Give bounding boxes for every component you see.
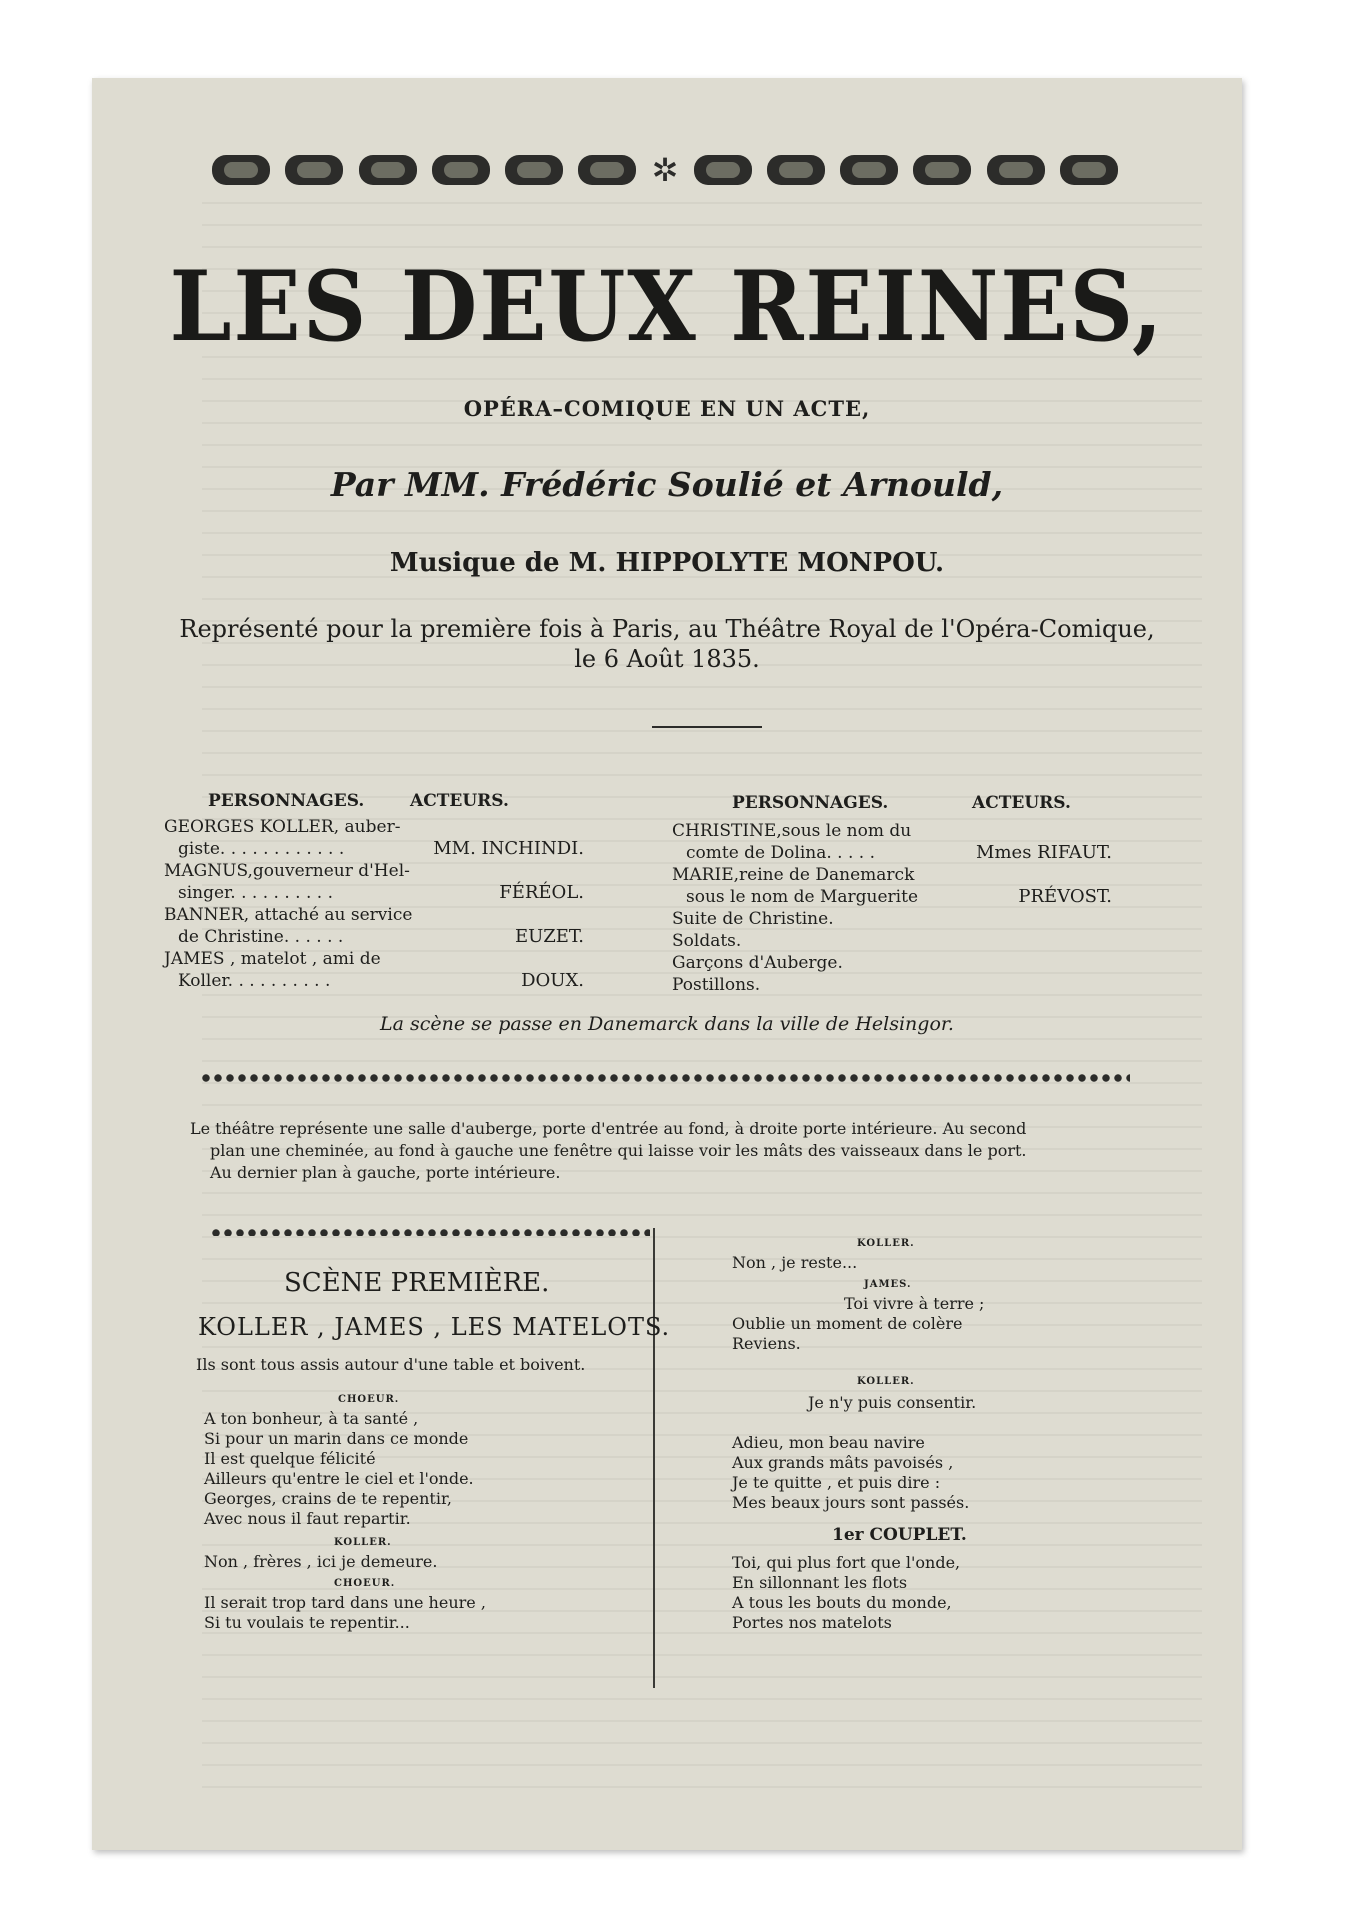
cast-entry: MAGNUS,gouverneur d'Hel- singer. . . . . . . . . . FÉRÉOL.: [164, 861, 584, 903]
right-column-verses: [732, 1238, 1112, 1633]
ornament-leaf: [1060, 155, 1118, 185]
top-ornament: [212, 150, 1118, 190]
authors-line: Par MM. Frédéric Soulié et Arnould,: [330, 465, 1004, 504]
setting-line: La scène se passe en Danemarck dans la ville de Helsingor.: [380, 1013, 954, 1035]
couplet-heading: 1er COUPLET.: [832, 1525, 967, 1545]
left-column-verses: [204, 1388, 624, 1633]
cast-entry: BANNER, attaché au service de Christine. . . . . . EUZET.: [164, 905, 584, 947]
actor-name: MM. INCHINDI.: [433, 838, 584, 859]
speaker-label: KOLLER.: [334, 1537, 392, 1548]
ornament-leaf: [432, 155, 490, 185]
cast-header-acteurs-left: ACTEURS.: [410, 791, 509, 811]
scene-characters: KOLLER , JAMES , LES MATELOTS.: [198, 1313, 671, 1341]
cast-entry: GEORGES KOLLER, auber- giste. . . . . . . . . . . . MM. INCHINDI.: [164, 817, 584, 859]
cast-entry: Suite de Christine.: [672, 909, 834, 929]
speaker-label: KOLLER.: [857, 1238, 915, 1249]
premiere-line-2: le 6 Août 1835.: [574, 645, 760, 673]
verse-line: Portes nos matelots: [732, 1613, 892, 1632]
actor-name: Mmes RIFAUT.: [976, 842, 1112, 863]
actor-name: EUZET.: [514, 926, 584, 947]
speaker-label: JAMES.: [864, 1279, 912, 1290]
verse-line: Toi, qui plus fort que l'onde,: [732, 1553, 961, 1572]
stage-direction: Le théâtre représente une salle d'auberge, porte d'entrée au fond, à droite porte intérieure. Au second plan une cheminée, au fond à gauche une fenêtre qui laisse voir les mâts des vaisseaux dans le port. Au dernier plan à gauche, porte intérieure.: [190, 1119, 1027, 1182]
cast-right-list: [672, 820, 1112, 996]
verse-line: Adieu, mon beau navire: [732, 1433, 925, 1452]
ornament-leaf: [505, 155, 563, 185]
verse-line: Je n'y puis consentir.: [808, 1393, 977, 1412]
cast-entry: MARIE,reine de Danemarck sous le nom de Marguerite PRÉVOST.: [672, 865, 1112, 907]
play-title: LES DEUX REINES,: [169, 250, 1165, 363]
verse-line: Aux grands mâts pavoisés ,: [732, 1453, 954, 1472]
ornament-leaf: [840, 155, 898, 185]
cast-header-acteurs-right: ACTEURS.: [972, 793, 1071, 813]
ornament-leaf: [913, 155, 971, 185]
cast-left-list: [164, 816, 584, 992]
cast-entry: Garçons d'Auberge.: [672, 953, 843, 973]
beaded-divider-small: [210, 1228, 650, 1236]
ornament-leaf: [285, 155, 343, 185]
ornament-star-icon: ✲: [651, 151, 679, 189]
verse-line: Il est quelque félicité: [204, 1449, 376, 1468]
actor-name: DOUX.: [521, 970, 584, 991]
page-sheet: [92, 78, 1242, 1850]
verse-line: Il serait trop tard dans une heure ,: [204, 1593, 486, 1612]
cast-header-personnages-right: PERSONNAGES.: [732, 793, 889, 813]
title-swash-divider: [652, 726, 762, 728]
ornament-leaf: [578, 155, 636, 185]
cast-entry: Postillons.: [672, 975, 761, 995]
verse-line: Non , je reste...: [732, 1253, 858, 1272]
play-subtitle: OPÉRA–COMIQUE EN UN ACTE,: [463, 396, 871, 421]
verse-line: Oublie un moment de colère: [732, 1314, 963, 1333]
verse-line: Si tu voulais te repentir...: [204, 1613, 410, 1632]
verse-line: Non , frères , ici je demeure.: [204, 1552, 438, 1571]
speaker-label: CHOEUR.: [334, 1578, 396, 1589]
speaker-label: KOLLER.: [857, 1376, 915, 1387]
cast-entry: JAMES , matelot , ami de Koller. . . . . . . . . . DOUX.: [164, 949, 584, 991]
ornament-leaf: [212, 155, 270, 185]
verse-line: Ailleurs qu'entre le ciel et l'onde.: [204, 1469, 474, 1488]
actor-name: FÉRÉOL.: [499, 882, 584, 903]
verse-line: Avec nous il faut repartir.: [204, 1509, 411, 1528]
music-credit: Musique de M. HIPPOLYTE MONPOU.: [389, 548, 945, 578]
verse-line: En sillonnant les flots: [732, 1573, 908, 1592]
actor-name: PRÉVOST.: [1018, 886, 1112, 907]
cast-header-personnages-left: PERSONNAGES.: [208, 791, 365, 811]
verse-line: A tous les bouts du monde,: [732, 1593, 952, 1612]
ornament-leaf: [359, 155, 417, 185]
column-rule: [653, 1228, 655, 1688]
ornament-leaf: [767, 155, 825, 185]
speaker-label: CHOEUR.: [338, 1394, 400, 1405]
scene-title: SCÈNE PREMIÈRE.: [284, 1268, 550, 1298]
verse-line: Georges, crains de te repentir,: [204, 1489, 452, 1508]
ornament-leaf: [694, 155, 752, 185]
beaded-divider: [200, 1073, 1130, 1083]
premiere-line-1: Représenté pour la première fois à Paris, au Théâtre Royal de l'Opéra-Comique,: [179, 615, 1155, 643]
ornament-leaf: [987, 155, 1045, 185]
verse-line: Reviens.: [732, 1334, 801, 1353]
cast-entry: CHRISTINE,sous le nom du comte de Dolina. . . . . Mmes RIFAUT.: [672, 821, 1112, 863]
cast-entry: Soldats.: [672, 931, 742, 951]
verse-line: Toi vivre à terre ;: [844, 1294, 985, 1313]
verse-line: Si pour un marin dans ce monde: [204, 1429, 469, 1448]
verse-line: Je te quitte , et puis dire :: [732, 1473, 941, 1492]
verse-line: A ton bonheur, à ta santé ,: [204, 1409, 419, 1428]
scene-action: Ils sont tous assis autour d'une table et boivent.: [196, 1355, 586, 1374]
verse-line: Mes beaux jours sont passés.: [732, 1493, 970, 1512]
